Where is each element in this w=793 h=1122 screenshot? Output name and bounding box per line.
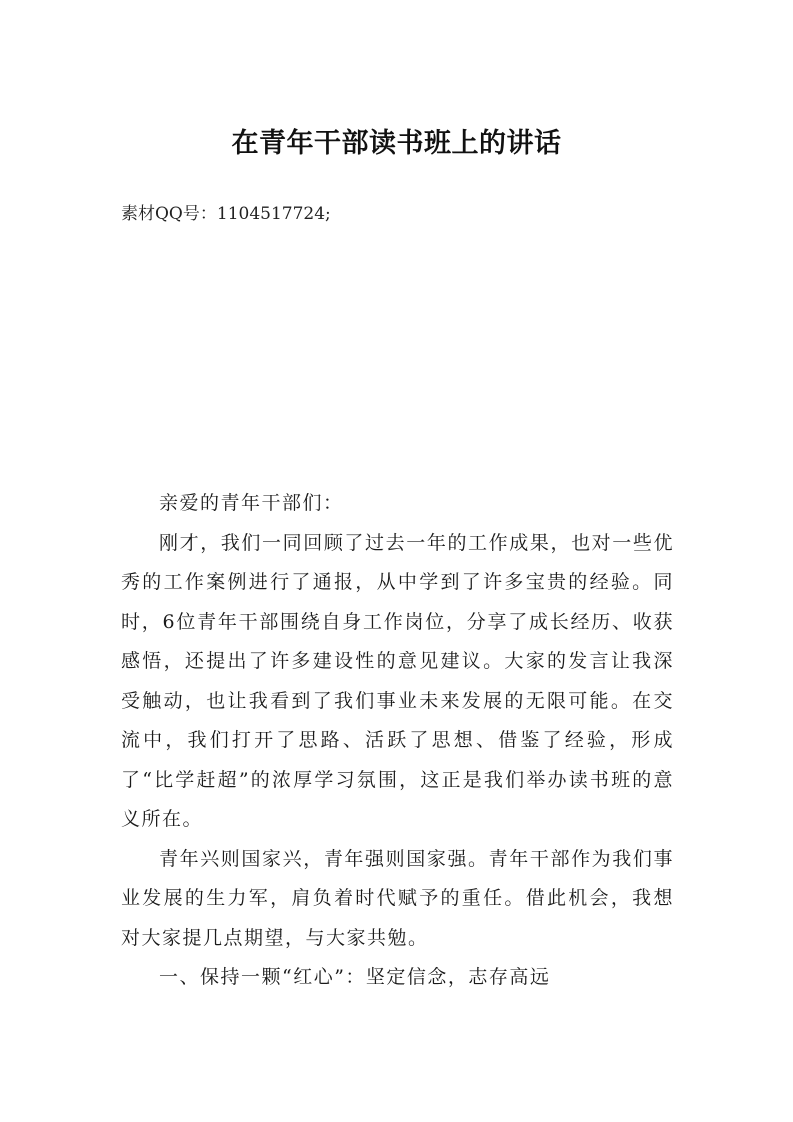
salutation-paragraph: 亲爱的青年干部们：	[159, 492, 344, 514]
document-body	[121, 484, 674, 998]
source-line: 素材QQ号：1104517724;	[121, 204, 331, 224]
body-paragraph: 青年兴则国家兴，青年强则国家强。青年干部作为我们事业发展的生力军，肩负着时代赋予的重任。借此机会，我想对大家提几点期望，与大家共勉。	[121, 847, 674, 949]
section-heading: 一、保持一颗“红心”：坚定信念，志存高远	[159, 966, 551, 988]
body-paragraph: 刚才，我们一同回顾了过去一年的工作成果，也对一些优秀的工作案例进行了通报，从中学到了许多宝贵的经验。同时，6位青年干部围绕自身工作岗位，分享了成长经历、收获感悟，还提出了许多建设性的意见建议。大家的发言让我深受触动，也让我看到了我们事业未来发展的无限可能。在交流中，我们打开了思路、活跃了思想、借鉴了经验，形成了“比学赶超”的浓厚学习氛围，这正是我们举办读书班的意义所在。	[121, 531, 674, 830]
document-title: 在青年干部读书班上的讲话	[231, 128, 562, 159]
